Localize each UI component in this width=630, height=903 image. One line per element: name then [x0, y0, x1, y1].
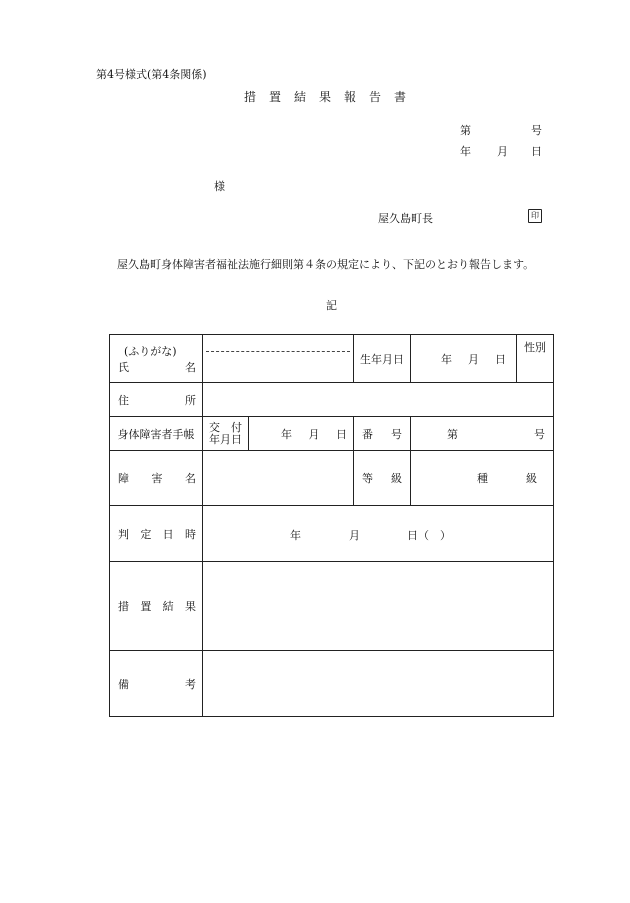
- addressee-suffix: 様: [214, 180, 225, 193]
- grade-unit: 級: [526, 472, 537, 485]
- report-table: [109, 334, 554, 717]
- birth-year: 年: [441, 352, 452, 366]
- judge-day: 日（ ）: [407, 528, 451, 542]
- address-label-2: 所: [185, 393, 196, 407]
- row-remarks: [110, 651, 554, 717]
- sex-label: 性別: [524, 341, 546, 354]
- name-label-cell: [110, 335, 203, 383]
- remarks-label-1: 備: [118, 677, 129, 691]
- furigana-dashed-line: [206, 351, 350, 352]
- address-label-1: 住: [118, 393, 129, 407]
- remarks-label-cell: [110, 651, 203, 717]
- result-label-4: 果: [184, 600, 196, 613]
- disability-label-3: 名: [185, 472, 196, 485]
- form-id: 第4号様式(第4条関係): [96, 68, 207, 81]
- name-label-2: 名: [185, 360, 196, 374]
- handbook-label: 身体障害者手帳: [110, 417, 203, 451]
- issue-year: 年: [281, 427, 292, 441]
- row-name: [110, 335, 554, 383]
- address-field[interactable]: [203, 383, 554, 417]
- result-label-2: 置: [140, 600, 152, 613]
- sex-field[interactable]: [517, 335, 554, 383]
- grade-label-2: 級: [391, 472, 402, 485]
- ki-label: 記: [326, 299, 337, 312]
- issue-month: 月: [308, 427, 320, 441]
- number-label-1: 番: [362, 427, 373, 441]
- judge-date-field[interactable]: [203, 506, 554, 562]
- judge-label-4: 時: [184, 527, 196, 541]
- address-label-cell: [110, 383, 203, 417]
- name-field[interactable]: [203, 335, 354, 383]
- row-address: [110, 383, 554, 417]
- disability-label-cell: [110, 451, 203, 506]
- sender-name: 屋久島町長: [378, 212, 433, 225]
- birth-field[interactable]: [411, 335, 517, 383]
- remarks-field[interactable]: [203, 651, 554, 717]
- disability-label-1: 障: [118, 472, 129, 485]
- grade-label-1: 等: [362, 472, 373, 485]
- row-result: [110, 562, 554, 651]
- date-day: 日: [531, 145, 542, 158]
- seal-mark: 印: [528, 209, 542, 223]
- remarks-label-2: 考: [185, 677, 196, 691]
- date-month: 月: [497, 145, 508, 158]
- row-disability: [110, 451, 554, 506]
- name-label-1: 氏: [118, 360, 129, 374]
- judge-label-2: 定: [140, 527, 152, 541]
- judge-label-1: 判: [118, 527, 129, 541]
- result-label-1: 措: [118, 600, 129, 613]
- number-label-cell: [354, 417, 411, 451]
- grade-field[interactable]: [411, 451, 554, 506]
- issue-date-field[interactable]: [249, 417, 354, 451]
- number-suffix: 号: [534, 427, 545, 441]
- body-text: 屋久島町身体障害者福祉法施行細則第４条の規定により、下記のとおり報告します。: [117, 258, 535, 271]
- row-handbook: [110, 417, 554, 451]
- furigana-label: (ふりがな): [124, 344, 177, 358]
- issue-day: 日: [336, 427, 347, 441]
- judge-label-3: 日: [162, 527, 174, 541]
- date-year: 年: [460, 145, 471, 158]
- row-judgement: [110, 506, 554, 562]
- issue-label-2: 年月日: [209, 432, 242, 446]
- birth-label: 生年月日: [354, 335, 411, 383]
- birth-day: 日: [495, 352, 506, 366]
- birth-month: 月: [468, 352, 479, 366]
- result-label-3: 結: [162, 600, 174, 613]
- number-field[interactable]: [411, 417, 554, 451]
- disability-label-2: 害: [151, 472, 163, 485]
- judge-year: 年: [290, 528, 301, 542]
- issue-label-cell: [203, 417, 249, 451]
- grade-type: 種: [477, 472, 488, 485]
- number-label-2: 号: [391, 427, 402, 441]
- doc-number-prefix: 第: [460, 124, 471, 137]
- result-field[interactable]: [203, 562, 554, 651]
- disability-field[interactable]: [203, 451, 354, 506]
- judge-month: 月: [349, 528, 360, 542]
- result-label-cell: [110, 562, 203, 651]
- number-prefix: 第: [447, 427, 458, 441]
- issue-label-1: 交 付: [209, 420, 242, 434]
- grade-label-cell: [354, 451, 411, 506]
- judge-label-cell: [110, 506, 203, 562]
- doc-number-suffix: 号: [531, 124, 542, 137]
- page-title: 措置結果報告書: [244, 90, 420, 104]
